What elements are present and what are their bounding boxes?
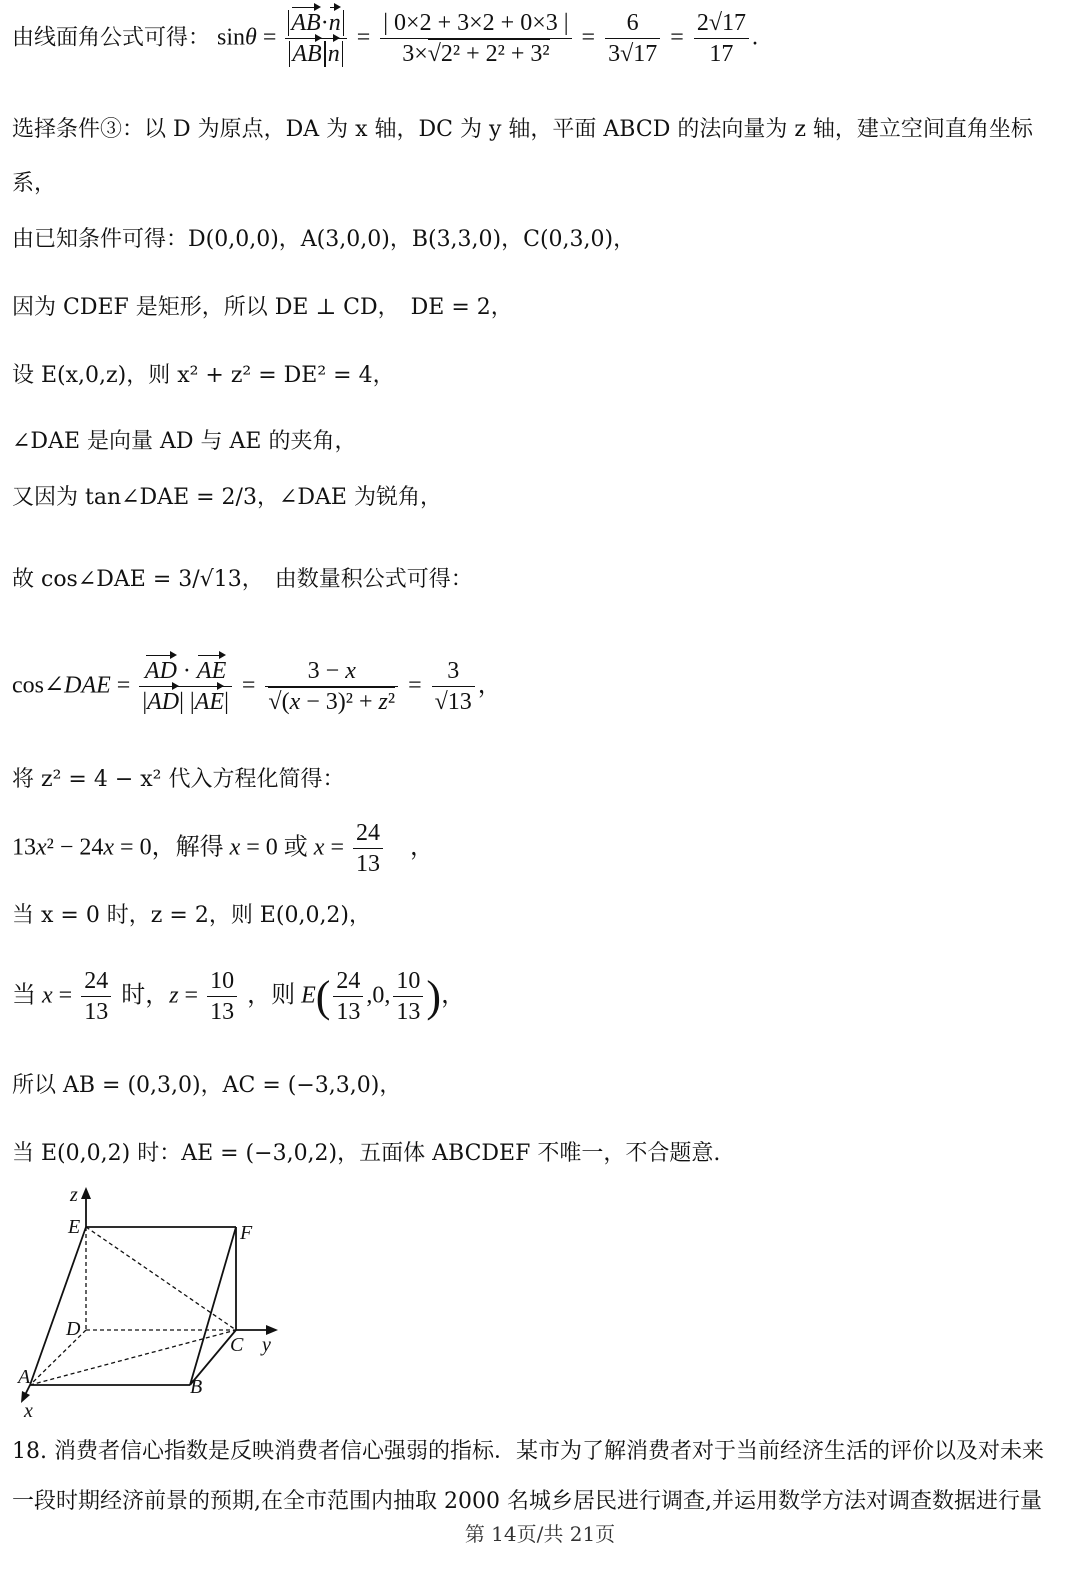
edge-FB — [190, 1227, 236, 1385]
line-1: 由线面角公式可得： sinθ = $\frac{AB\cdot n}{\text{AB n}}$ = $\frac{| 0\times 2 + 3\times 2 + 0\times 3 |}{\text{3×√2² + 2² + 3²}}$ = $\frac{6}{3√17}$ = $\frac{2√17}{17}$ . — [12, 10, 758, 67]
line-6: 设 E(x,0,z)，则 x² + z² = DE² = 4， — [12, 363, 395, 388]
line-7-text: ∠DAE 是向量 AD 与 AE 的夹角， — [12, 429, 357, 454]
edge-EC — [86, 1227, 236, 1330]
line-8-text: 又因为 tan∠DAE = 2/3，∠DAE 为锐角， — [12, 485, 442, 510]
geometry-figure — [10, 1185, 300, 1425]
label-z: z — [70, 1185, 78, 1206]
label-x: x — [24, 1400, 33, 1422]
line-18: 一段时期经济前景的预期,在全市范围内抽取 2000 名城乡居民进行调查,并运用数学方法对调查数据进行量 — [12, 1489, 1042, 1514]
page-footer: 第 14页/共 21页 — [464, 1522, 616, 1546]
label-C: C — [230, 1334, 244, 1356]
line-1-lead: 由线面角公式可得： — [12, 25, 211, 51]
label-D: D — [66, 1318, 81, 1340]
line-4: 由已知条件可得：D(0,0,0)，A(3,0,0)，B(3,3,0)，C(0,3,0)， — [12, 227, 636, 252]
line-13: 当 x = 0 时，z = 2，则 E(0,0,2)， — [12, 903, 372, 928]
line-12: 13x² − 24x = 0，解得 x = 0 或 x = $\frac{24}{13}$ ， — [12, 820, 434, 877]
label-y: y — [262, 1334, 271, 1356]
line-11: 将 z² = 4 − x² 代入方程化简得： — [12, 767, 345, 792]
line-7 — [12, 424, 356, 455]
edge-AC — [30, 1330, 236, 1385]
label-B: B — [190, 1376, 203, 1398]
line-8 — [12, 480, 442, 511]
edge-AE — [30, 1227, 86, 1385]
z-arrow — [81, 1187, 91, 1199]
line-16: 当 E(0,0,2) 时：AE = (−3,0,2)，五面体 ABCDEF 不唯一，不合题意. — [12, 1141, 721, 1166]
line-5: 因为 CDEF 是矩形，所以 DE ⊥ CD， DE = 2， — [12, 295, 513, 320]
line-2: 选择条件③：以 D 为原点，DA 为 x 轴，DC 为 y 轴，平面 ABCD 的法向量为 z 轴，建立空间直角坐标 — [12, 117, 1033, 142]
line-15: 所以 AB = (0,3,0)，AC = (−3,3,0)， — [12, 1073, 402, 1098]
line-9 — [12, 562, 473, 593]
line-17: 18. 消费者信心指数是反映消费者信心强弱的指标．某市为了解消费者对于当前经济生活的评价以及对未来 — [12, 1439, 1044, 1464]
label-F: F — [240, 1222, 253, 1244]
label-E: E — [68, 1216, 81, 1238]
line-3: 系， — [12, 171, 57, 196]
line-14: 当 x = $\frac{24}{13}$ 时，z = $\frac{10}{13}$ ，则 E( $\frac{24}{13}$ ,0, $\frac{10}{13}$ )， — [12, 968, 466, 1025]
line-9-text: 故 cos∠DAE = 3/√13， 由数量积公式可得： — [12, 567, 473, 592]
label-A: A — [18, 1366, 31, 1388]
line-10: cos∠DAE = $\frac{AD \cdot AE}{|AD| |AE|}$ = $\frac{3 - x}{\text{√(x − 3)² + z²}}$ = $\frac{3}{√13}$ ， — [12, 658, 502, 715]
